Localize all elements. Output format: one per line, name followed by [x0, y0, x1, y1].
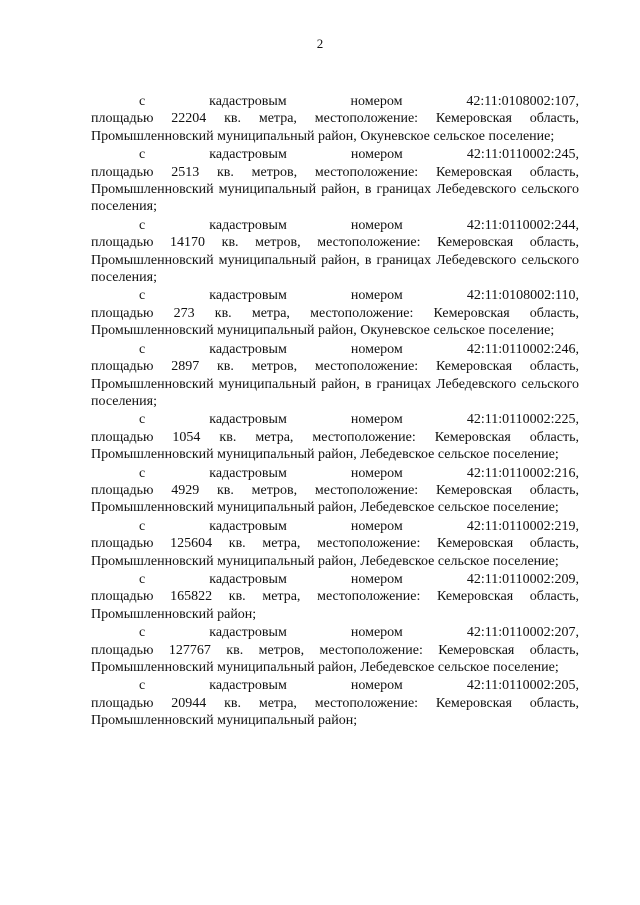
entry-description: площадью 127767 кв. метров, местоположение: Кемеровская область, Промышленновский муниципальный район, Лебедевское сельское поселение;: [91, 642, 579, 675]
entry-prefix: с: [139, 94, 146, 109]
entry-word-number: номером: [350, 412, 403, 428]
land-plot-entry: [91, 411, 579, 463]
entry-word-cadastral: кадастровым: [209, 217, 287, 233]
entry-word-number: номером: [350, 147, 403, 163]
entry-word-number: номером: [350, 288, 403, 304]
entry-prefix: с: [139, 465, 146, 481]
entry-lead-line: [91, 287, 579, 304]
cadastral-number: 42:11:0110002:225,: [466, 412, 579, 428]
entry-lead-line: [91, 465, 579, 482]
cadastral-number: 42:11:0110002:246,: [466, 341, 579, 357]
entry-word-number: номером: [350, 94, 403, 109]
entry-lead-line: [91, 571, 579, 588]
entry-lead-line: [91, 93, 579, 110]
cadastral-number: 42:11:0110002:245,: [466, 147, 579, 163]
entry-word-cadastral: кадастровым: [209, 465, 287, 481]
entry-word-cadastral: кадастровым: [209, 678, 287, 694]
cadastral-number: 42:11:0110002:205,: [466, 678, 579, 694]
entry-lead-line: [91, 411, 579, 428]
entry-lead-line: [91, 341, 579, 358]
land-plot-entry: [91, 571, 579, 623]
entry-lead-line: [91, 146, 579, 163]
cadastral-number: 42:11:0108002:110,: [466, 288, 579, 304]
document-body: [91, 93, 579, 731]
entry-description: площадью 14170 кв. метров, местоположение: Кемеровская область, Промышленновский муниципальный район, в границах Лебедевского сельского поселения;: [91, 235, 579, 286]
cadastral-number: 42:11:0108002:107,: [466, 94, 579, 109]
page-number: 2: [316, 36, 324, 51]
entry-prefix: с: [139, 217, 146, 233]
land-plot-entry: [91, 93, 579, 145]
entry-description: площадью 4929 кв. метров, местоположение: Кемеровская область, Промышленновский муниципальный район, Лебедевское сельское поселение;: [91, 482, 579, 516]
entry-word-cadastral: кадастровым: [209, 147, 287, 163]
entry-lead-line: [91, 518, 579, 535]
entry-description: площадью 165822 кв. метра, местоположение: Кемеровская область, Промышленновский район;: [91, 589, 579, 622]
entry-description: площадью 125604 кв. метра, местоположение: Кемеровская область, Промышленновский муниципальный район, Лебедевское сельское поселение;: [91, 536, 579, 569]
entry-prefix: с: [139, 678, 146, 694]
entry-word-cadastral: кадастровым: [209, 518, 287, 534]
entry-description: площадью 2513 кв. метров, местоположение: Кемеровская область, Промышленновский муниципальный район, в границах Лебедевского сельского поселения;: [91, 164, 579, 215]
land-plot-entry: [91, 287, 579, 339]
entry-lead-line: [91, 217, 579, 234]
entry-word-cadastral: кадастровым: [209, 571, 287, 587]
entry-word-number: номером: [350, 678, 403, 694]
land-plot-entry: [91, 341, 579, 411]
entry-word-number: номером: [350, 465, 403, 481]
entry-word-number: номером: [350, 518, 403, 534]
land-plot-entry: [91, 624, 579, 676]
entry-word-cadastral: кадастровым: [209, 341, 287, 357]
entry-word-cadastral: кадастровым: [209, 94, 287, 109]
entry-description: площадью 20944 кв. метра, местоположение: Кемеровская область, Промышленновский муниципальный район;: [91, 695, 579, 729]
entry-description: площадью 1054 кв. метра, местоположение: Кемеровская область, Промышленновский муниципальный район, Лебедевское сельское поселение;: [91, 429, 579, 463]
land-plot-entry: [91, 217, 579, 287]
entry-word-number: номером: [350, 625, 403, 641]
entry-description: площадью 273 кв. метра, местоположение: Кемеровская область, Промышленновский муниципальный район, Окуневское сельское поселение;: [91, 305, 579, 339]
land-plot-entry: [91, 518, 579, 570]
land-plot-entry: [91, 146, 579, 216]
entry-lead-line: [91, 624, 579, 641]
entry-lead-line: [91, 677, 579, 694]
cadastral-number: 42:11:0110002:216,: [466, 465, 579, 481]
entry-word-number: номером: [350, 341, 403, 357]
entry-word-number: номером: [350, 571, 403, 587]
cadastral-number: 42:11:0110002:207,: [466, 625, 579, 641]
land-plot-entry: [91, 465, 579, 517]
land-plot-entry: [91, 677, 579, 729]
entry-word-cadastral: кадастровым: [209, 288, 287, 304]
entry-prefix: с: [139, 571, 146, 587]
entry-prefix: с: [139, 341, 146, 357]
entry-prefix: с: [139, 147, 146, 163]
entry-prefix: с: [139, 288, 146, 304]
entry-description: площадью 22204 кв. метра, местоположение: Кемеровская область, Промышленновский муниципальный район, Окуневское сельское поселение;: [91, 111, 579, 144]
entry-prefix: с: [139, 625, 146, 641]
entry-word-cadastral: кадастровым: [209, 412, 287, 428]
entry-prefix: с: [139, 412, 146, 428]
entry-prefix: с: [139, 518, 146, 534]
entry-description: площадью 2897 кв. метров, местоположение: Кемеровская область, Промышленновский муниципальный район, в границах Лебедевского сельского поселения;: [91, 359, 579, 409]
cadastral-number: 42:11:0110002:209,: [466, 571, 579, 587]
entry-word-number: номером: [350, 217, 403, 233]
entry-word-cadastral: кадастровым: [209, 625, 287, 641]
cadastral-number: 42:11:0110002:219,: [466, 518, 579, 534]
cadastral-number: 42:11:0110002:244,: [466, 217, 579, 233]
